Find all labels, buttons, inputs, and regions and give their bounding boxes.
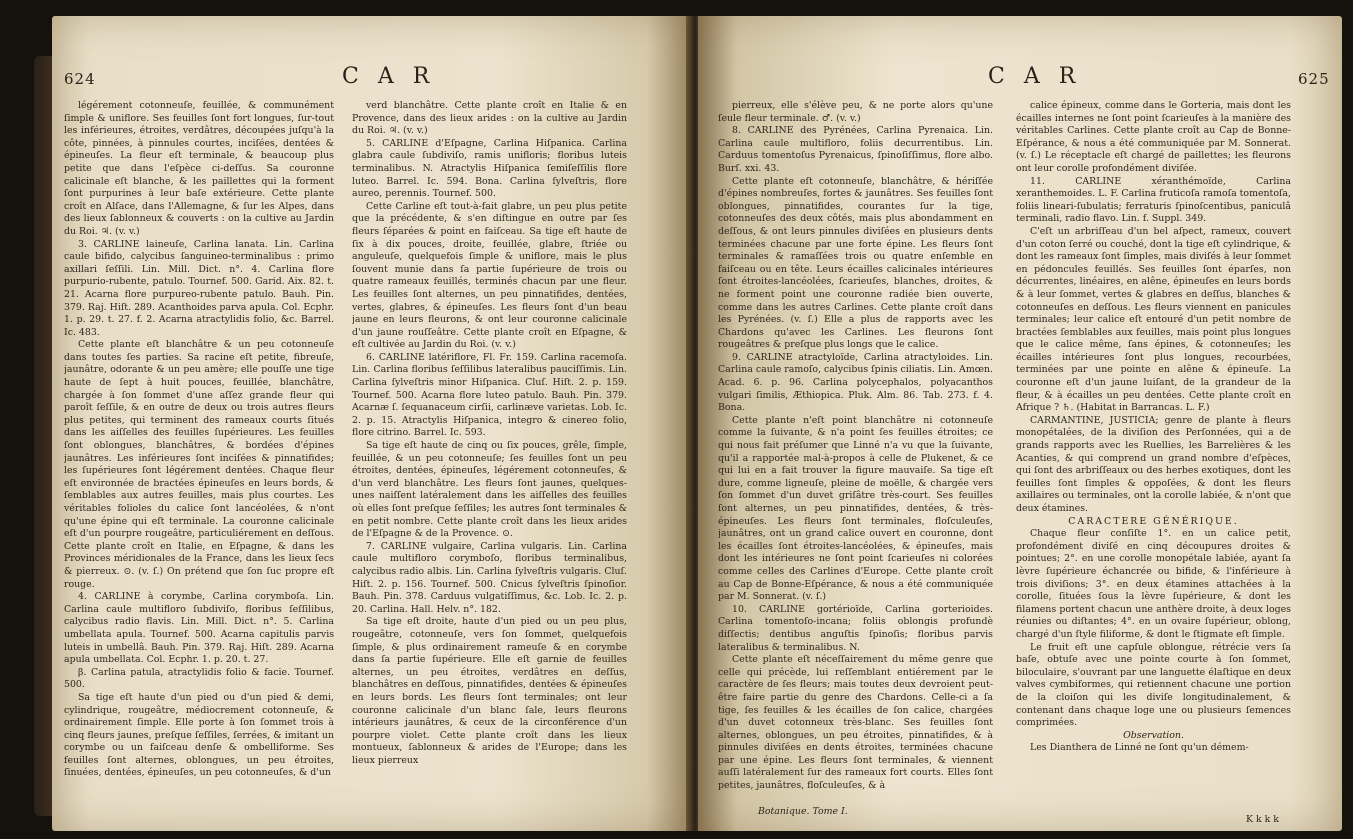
- catchword: K k k k: [1246, 814, 1279, 825]
- right-column-2: [1016, 100, 1291, 820]
- paragraph: 4. CARLINE à corymbe, Carlina corymboſa. Lin. Carlina caule multifloro ſubdiviſo, floribus ſeſſilibus, calycibus radio flavis. Lin. Mill. Dict. n°. 5. Carlina umbellata apula. Tournef. 500. Acarna capitulis parvis luteis in umbellâ. Bauh. Pin. 379. Raj. Hiſt. 289. Acarna apula umbellata. Col. Ecphr. 1. p. 20. t. 27.: [64, 591, 334, 666]
- book-spread: [52, 16, 1342, 831]
- paragraph: Sa tige eſt haute de cinq ou ſix pouces, grêle, ſimple, feuillée, & un peu cotonneuſe; ſes feuilles ſont un peu étroites, dentées, épineuſes, légérement cotonneuſes, & d'un verd blanchâtre. Les fleurs ſont jaunes, quelques-unes naiſſent latéralement dans les aiſſelles des feuilles où elles ſont preſque ſeſſiles; les autres ſont terminales & en petit nombre. Cette plante croît dans les lieux arides de l'Eſpagne & de la Provence. ⊙.: [352, 440, 627, 540]
- right-header-title: C A R: [988, 64, 1082, 89]
- left-header-title: C A R: [342, 64, 436, 89]
- right-page: [698, 16, 1342, 831]
- paragraph: Chaque fleur conſiſte 1°. en un calice petit, profondément diviſé en cinq découpures droites & pointues; 2°. en une corolle monopétale labiée, ayant ſa lèvre ſupérieure échancrée ou bifide, & l'inférieure à trois diviſions; 3°. en deux étamines attachées à la corolle, ſituées ſous la lèvre ſupérieure, & dont les filamens portent chacun une anthère droite, à deux loges réunies ou diſtantes; 4°. en un ovaire ſupérieur, oblong, chargé d'un ſtyle filiforme, & dont le ſtigmate eſt ſimple.: [1016, 528, 1291, 640]
- paragraph: Sa tige eſt haute d'un pied ou d'un pied & demi, cylindrique, rougeâtre, médiocrement cotonneuſe, & ordinairement ſimple. Elle porte à ſon ſommet trois à cinq fleurs jaunes, preſque ſeſſiles, ſerrées, & imitant un corymbe ou un faiſceau denſe & ombelliforme. Ses feuilles ſont alternes, oblongues, un peu étroites, ſinuées, dentées, épineuſes, un peu cotonneuſes, & d'un: [64, 691, 334, 779]
- left-column-1: [64, 100, 334, 825]
- paragraph: 3. CARLINE laineuſe, Carlina lanata. Lin. Carlina caule bifido, calycibus ſanguineo-terminalibus : primo axillari ſeſſili. Lin. Mill. Dict. n°. 4. Carlina flore purpurio-rubente, patulo. Tournef. 500. Garid. Aix. 82. t. 21. Acarna flore purpureo-rubente patulo. Bauh. Pin. 379. Raj. Hiſt. 289. Acanthoides parva apula. Col. Ecphr. 1. p. 29. t. 27. f. 2. Acarna atractylidis folio, &c. Barrel. Ic. 483.: [64, 238, 334, 338]
- paragraph: verd blanchâtre. Cette plante croît en Italie & en Provence, dans des lieux arides : on la cultive au Jardin du Roi. ♃. (v. v.): [352, 100, 627, 137]
- paragraph: légérement cotonneuſe, feuillée, & communément ſimple & uniflore. Ses feuilles ſont fort longues, ſur-tout les inférieures, étroites, verdâtres, découpées juſqu'à la côte, pinnées, à pinnules courtes, inciſées, dentées & épineuſes. La fleur eſt terminale, & beaucoup plus petite que dans l'eſpèce ci-deſſus. Sa couronne calicinale eſt blanche, & les paillettes qui la forment ſont purpurines à leur baſe extérieure. Cette plante croît en Alſace, dans l'Allemagne, & ſur les Alpes, dans des lieux ſablonneux & couverts : on la cultive au Jardin du Roi. ♃. (v. v.): [64, 100, 334, 237]
- left-column-2: [352, 100, 627, 825]
- right-page-number: 625: [1298, 70, 1330, 88]
- paragraph: Cette plante eſt cotonneuſe, blanchâtre, & hériſſée d'épines nombreuſes, fortes & jaunâtres. Ses feuilles ſont oblongues, pinnatifides, courantes ſur la tige, cotonneuſes des deux côtés, mais plus abondamment en deſſous, & ont leurs pinnules diviſées en plusieurs dents terminées chacune par une forte épine. Les fleurs ſont terminales & ramaſſées trois ou quatre enſemble en faiſceau ou en tête. Leurs écailles calicinales intérieures ſont étroites-lancéolées, ſcarieuſes, blanches, droites, & ne forment point une couronne radiée bien ouverte, comme dans les autres Carlines. Cette plante croît dans les Pyrénées. (v. ſ.) Elle a plus de rapports avec les Chardons qu'avec les Carlines. Les fleurons ſont rougeâtres & preſque plus longs que le calice.: [718, 175, 993, 351]
- right-column-1: [718, 100, 993, 800]
- observation-heading: Observation.: [1123, 729, 1184, 741]
- left-page: [52, 16, 692, 831]
- paragraph: 11. CARLINE xéranthémoïde, Carlina xeranthemoides. L. F. Carlina fruticoſa ramoſa tomentoſa, foliis lineari-ſubulatis; ferraturis ſpinoſcentibus, paniculâ terminali, radio flavo. Lin. f. Suppl. 349.: [1016, 175, 1291, 225]
- volume-footer: Botanique. Tome I.: [758, 806, 848, 817]
- paragraph: Cette Carline eſt tout-à-fait glabre, un peu plus petite que la précédente, & s'en diſtingue en outre par ſes fleurs ſéparées & point en faiſceau. Sa tige eſt haute de ſix à dix pouces, droite, feuillée, glabre, ſtriée ou anguleuſe, quelquefois ſimple & uniflore, mais le plus ſouvent munie dans ſa partie ſupérieure de trois ou quatre rameaux feuillés, terminés chacun par une fleur. Les feuilles ſont alternes, un peu pinnatifides, dentées, vertes, glabres, & épineuſes. Les fleurs ſont d'un beau jaune en leurs fleurons, & ont leur couronne calicinale d'un jaune rouſſeâtre. Cette plante croît en Eſpagne, & eſt cultivée au Jardin du Roi. (v. v.): [352, 200, 627, 351]
- paragraph: C'eſt un arbriſſeau d'un bel aſpect, rameux, couvert d'un coton ſerré ou couché, dont la tige eſt cylindrique, & dont les rameaux ſont ſimples, mais diviſés à leur ſommet en pédoncules feuillés. Ses feuilles ſont éparſes, non décurrentes, linéaires, en alêne, épineuſes en leurs bords & à leur ſommet, vertes & glabres en deſſus, blanches & cotonneuſes en deſſous. Les fleurs viennent en panicules terminales; leur calice eſt entouré d'un petit nombre de bractées ſemblables aux feuilles, mais point plus longues que le calice même, ſans épines, & cotonneuſes; les écailles intérieures ſont plus longues, recourbées, terminées par une pointe en alêne & épineuſe. La couronne eſt d'un jaune luiſant, de la grandeur de la fleur, & à écailles un peu dentées. Cette plante croît en Afrique ? ♄. (Habitat in Barrancas. L. F.): [1016, 225, 1291, 414]
- paragraph: Sa tige eſt droite, haute d'un pied ou un peu plus, rougeâtre, cotonneuſe, vers ſon ſommet, quelquefois ſimple, & plus ordinairement rameuſe & en corymbe dans ſa partie ſupérieure. Elle eſt garnie de feuilles alternes, un peu étroites, verdâtres en deſſus, blanchâtres en deſſous, pinnatifides, dentées & épineuſes en leurs bords. Les fleurs ſont terminales; ont leur couronne calicinale d'un blanc ſale, leurs fleurons intérieurs jaunâtres, & ceux de la circonférence d'un pourpre violet. Cette plante croît dans les lieux montueux, ſablonneux & arides de l'Europe; dans les lieux pierreux: [352, 616, 627, 766]
- paragraph: 6. CARLINE latériflore, Fl. Fr. 159. Carlina racemoſa. Lin. Carlina floribus ſeſſilibus lateralibus pauciſſimis. Lin. Carlina ſylveſtris minor Hiſpanica. Cluſ. Hiſt. 2. p. 159. Tournef. 500. Acarna flore luteo patulo. Bauh. Pin. 379. Acarnæ ſ. ſequanaceum cirſii, carlinæve varietas. Lob. Ic. 2. p. 15. Atractylis Hiſpanica, integro & cinereo folio, flore citrino. Barrel. Ic. 593.: [352, 351, 627, 439]
- paragraph: Cette plante n'eſt point blanchâtre ni cotonneuſe comme la ſuivante, & n'a point ſes feuilles étroites; ce qui nous fait préſumer que Linné n'a vu que la ſuivante, qu'il a rapportée mal-à-propos à celle de Plukenet, & ce qui lui en a fait trouver la figure mauvaiſe. Sa tige eſt dure, comme ligneuſe, pleine de moëlle, & chargée vers ſon ſommet d'un duvet griſâtre très-court. Ses feuilles ſont alternes, un peu pinnatifides, dentées, & très-épineuſes. Les fleurs ſont terminales, floſculeuſes, jaunâtres, ont un grand calice ouvert en couronne, dont les écailles ſont étroites-lancéolées, & épineuſes, mais dont les intérieures ne ſont point ſcarieuſes ni colorées comme celles des Carlines d'Europe. Cette plante croît au Cap de Bonne-Eſpérance, & nous a été communiquée par M. Sonnerat. (v. ſ.): [718, 414, 993, 603]
- paragraph: Cette plante eſt néceſſairement du même genre que celle qui précède, lui reſſemblant entiérement par le caractère de ſes fleurs; mais toutes deux devroient peut-être faire partie du genre des Chardons. Celle-ci a ſa tige, ſes feuilles & les écailles de ſon calice, chargées d'un duvet cotonneux très-blanc. Ses feuilles ſont alternes, oblongues, un peu étroites, pinnatifides, & à pinnules diviſées en dents étroites, terminées chacune par une épine. Les fleurs ſont terminales, & viennent auſſi latéralement ſur des rameaux fort courts. Elles ſont petites, jaunâtres, floſculeuſes, & à: [718, 654, 993, 792]
- paragraph: 5. CARLINE d'Eſpagne, Carlina Hiſpanica. Carlina glabra caule ſubdiviſo, ramis unifloris; floribus luteis terminalibus. N. Atractylis Hiſpanica ſemiſeſſilis flore luteo. Barrel. Ic. 594. Bona. Carlina ſylveſtris, flore aureo, perennis. Tournef. 500.: [352, 137, 627, 200]
- paragraph: 7. CARLINE vulgaire, Carlina vulgaris. Lin. Carlina caule multifloro corymboſo, floribus terminalibus, calycibus radio albis. Lin. Carlina ſylveſtris vulgaris. Cluſ. Hiſt. 2. p. 156. Tournef. 500. Cnicus ſylveſtris ſpinoſior. Bauh. Pin. 378. Carduus vulgatiſſimus, &c. Lob. Ic. 2. p. 20. Carlina. Hall. Helv. n°. 182.: [352, 540, 627, 615]
- paragraph: Les Dianthera de Linné ne ſont qu'un démem-: [1030, 742, 1249, 754]
- paragraph: β. Carlina patula, atractylidis folio & facie. Tournef. 500.: [64, 666, 334, 691]
- paragraph: CARMANTINE, JUSTICIA; genre de plante à fleurs monopétalées, de la diviſion des Perſonnées, qui a de grands rapports avec les Ruellies, les Barrelières & les Acanties, & qui comprend un grand nombre d'eſpèces, qui ſont des arbriſſeaux ou des herbes exotiques, dont les feuilles ſont ſimples & oppoſées, & dont les fleurs axillaires ou terminales, ont la corolle labiée, & n'ont que deux étamines.: [1016, 414, 1291, 514]
- paragraph: 10. CARLINE gortérioïde, Carlina gorterioides. Carlina tomentoſo-incana; foliis oblongis profundè diſſectis; dentibus anguſtis ſpinoſis; floribus parvis lateralibus & terminalibus. N.: [718, 603, 993, 653]
- left-page-number: 624: [64, 70, 96, 88]
- paragraph: 8. CARLINE des Pyrénées, Carlina Pyrenaica. Lin. Carlina caule multifloro, foliis decurrentibus. Lin. Carduus tomentoſus Pyrenaicus, ſpinoſiſſimus, flore albo. Burſ. xxi. 43.: [718, 125, 993, 174]
- paragraph: calice épineux, comme dans le Gorteria, mais dont les écailles internes ne ſont point ſcarieuſes à la manière des véritables Carlines. Cette plante croît au Cap de Bonne-Eſpérance, & nous a été communiquée par M. Sonnerat. (v. ſ.) Le réceptacle eſt chargé de paillettes; les fleurons ont leur corolle profondément diviſée.: [1016, 100, 1291, 174]
- paragraph: pierreux, elle s'élève peu, & ne porte alors qu'une ſeule fleur terminale. ♂. (v. v.): [718, 100, 993, 124]
- paragraph: Cette plante eſt blanchâtre & un peu cotonneuſe dans toutes ſes parties. Sa racine eſt petite, fibreuſe, jaunâtre, odorante & un peu amère; elle pouſſe une tige haute de ſept à huit pouces, feuillée, blanchâtre, chargée à ſon ſommet d'une aſſez grande fleur qui paroît ſeſſile, & en outre de deux ou trois autres fleurs plus petites, qui terminent des rameaux courts ſitués dans les aiſſelles des feuilles ſupérieures. Les feuilles ſont oblongues, blanchâtres, & bordées d'épines jaunâtres. Les inférieures ſont inciſées & pinnatifides; les ſupérieures ſont légérement dentées. Chaque fleur eſt environnée de bractées épineuſes en leurs bords, & ſemblables aux autres feuilles, mais plus courtes. Les véritables folioles du calice ſont lancéolées, & n'ont qu'une épine qui eſt terminale. La couronne calicinale eſt d'un pourpre rougeâtre, particuliérement en deſſous. Cette plante croît en Italie, en Eſpagne, & dans les Provinces méridionales de la France, dans les lieux ſecs & pierreux. ⊙. (v. ſ.) On prétend que ſon ſuc propre eſt rouge.: [64, 339, 334, 590]
- section-heading: CARACTERE GÉNÉRIQUE.: [1068, 515, 1239, 527]
- paragraph: Le fruit eſt une capſule oblongue, rétrécie vers ſa baſe, obtuſe avec une pointe courte à ſon ſommet, biloculaire, s'ouvrant par une languette élaſtique en deux valves cymbiformes, qui retiennent chacune une portion de la cloiſon qui les diviſe longitudinalement, & contenant dans chaque loge une ou plusieurs ſemences comprimées.: [1016, 641, 1291, 729]
- paragraph: 9. CARLINE atractyloïde, Carlina atractyloides. Lin. Carlina caule ramoſo, calycibus ſpinis ciliatis. Lin. Amœn. Acad. 6. p. 96. Carlina polycephalos, polyacanthos vulgari ſimilis, Æthiopica. Pluk. Alm. 86. Tab. 273. f. 4. Bona.: [718, 351, 993, 414]
